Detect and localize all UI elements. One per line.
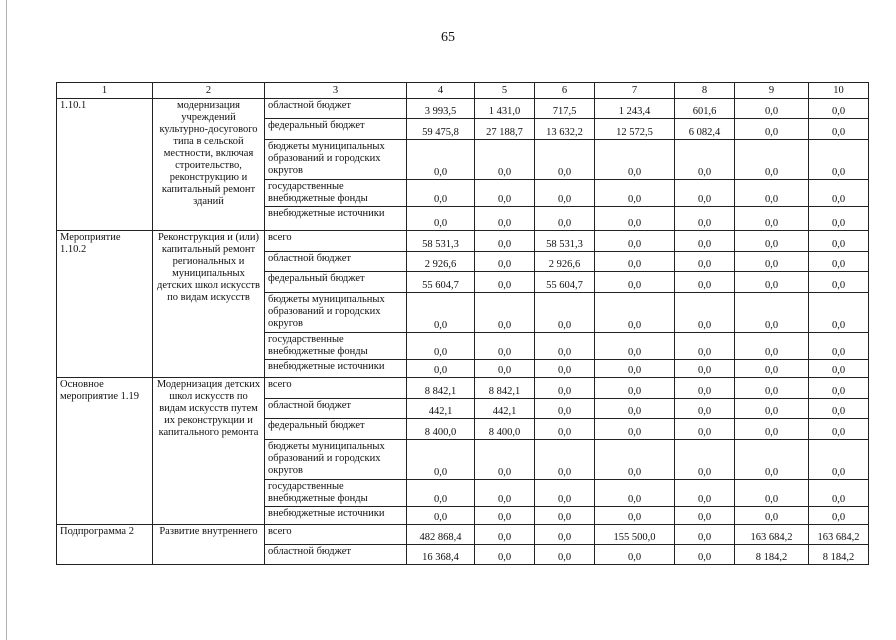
amount-cell: 0,0 bbox=[595, 231, 675, 252]
amount-cell: 0,0 bbox=[735, 293, 809, 333]
funding-source-cell: государственные внебюджетные фонды bbox=[265, 480, 407, 507]
table-row bbox=[57, 525, 869, 545]
amount-cell: 0,0 bbox=[535, 545, 595, 565]
funding-source-cell: внебюджетные источники bbox=[265, 207, 407, 231]
amount-cell: 0,0 bbox=[475, 252, 535, 272]
amount-cell: 8 184,2 bbox=[809, 545, 869, 565]
amount-cell: 0,0 bbox=[675, 231, 735, 252]
amount-cell: 0,0 bbox=[809, 252, 869, 272]
measure-code-cell: Основное мероприятие 1.19 bbox=[57, 378, 153, 525]
amount-cell: 2 926,6 bbox=[407, 252, 475, 272]
amount-cell: 8 400,0 bbox=[475, 419, 535, 440]
amount-cell: 12 572,5 bbox=[595, 119, 675, 140]
amount-cell: 0,0 bbox=[475, 272, 535, 293]
amount-cell: 0,0 bbox=[407, 480, 475, 507]
amount-cell: 0,0 bbox=[809, 293, 869, 333]
amount-cell: 0,0 bbox=[535, 360, 595, 378]
amount-cell: 0,0 bbox=[675, 507, 735, 525]
amount-cell: 0,0 bbox=[735, 231, 809, 252]
funding-source-cell: государственные внебюджетные фонды bbox=[265, 180, 407, 207]
amount-cell: 0,0 bbox=[809, 399, 869, 419]
amount-cell: 0,0 bbox=[735, 252, 809, 272]
amount-cell: 2 926,6 bbox=[535, 252, 595, 272]
amount-cell: 55 604,7 bbox=[535, 272, 595, 293]
amount-cell: 482 868,4 bbox=[407, 525, 475, 545]
header-row bbox=[57, 83, 869, 99]
amount-cell: 58 531,3 bbox=[535, 231, 595, 252]
amount-cell: 0,0 bbox=[675, 333, 735, 360]
amount-cell: 0,0 bbox=[675, 419, 735, 440]
header-cell: 6 bbox=[535, 83, 595, 99]
amount-cell: 0,0 bbox=[475, 293, 535, 333]
amount-cell: 0,0 bbox=[475, 180, 535, 207]
amount-cell: 0,0 bbox=[675, 207, 735, 231]
amount-cell: 0,0 bbox=[535, 440, 595, 480]
amount-cell: 0,0 bbox=[475, 440, 535, 480]
amount-cell: 0,0 bbox=[675, 360, 735, 378]
funding-source-cell: внебюджетные источники bbox=[265, 507, 407, 525]
header-cell: 10 bbox=[809, 83, 869, 99]
amount-cell: 0,0 bbox=[809, 272, 869, 293]
amount-cell: 0,0 bbox=[735, 378, 809, 399]
amount-cell: 0,0 bbox=[595, 545, 675, 565]
amount-cell: 0,0 bbox=[535, 525, 595, 545]
amount-cell: 0,0 bbox=[595, 360, 675, 378]
amount-cell: 16 368,4 bbox=[407, 545, 475, 565]
amount-cell: 1 243,4 bbox=[595, 99, 675, 119]
amount-cell: 0,0 bbox=[407, 333, 475, 360]
amount-cell: 0,0 bbox=[407, 507, 475, 525]
amount-cell: 0,0 bbox=[809, 207, 869, 231]
amount-cell: 0,0 bbox=[475, 207, 535, 231]
amount-cell: 0,0 bbox=[735, 272, 809, 293]
amount-cell: 0,0 bbox=[735, 480, 809, 507]
amount-cell: 0,0 bbox=[595, 399, 675, 419]
amount-cell: 0,0 bbox=[595, 440, 675, 480]
table-row bbox=[57, 231, 869, 252]
measure-name-cell: Развитие внутреннего bbox=[153, 525, 265, 565]
amount-cell: 0,0 bbox=[809, 360, 869, 378]
amount-cell: 0,0 bbox=[535, 333, 595, 360]
amount-cell: 0,0 bbox=[675, 252, 735, 272]
amount-cell: 442,1 bbox=[475, 399, 535, 419]
amount-cell: 0,0 bbox=[735, 360, 809, 378]
amount-cell: 0,0 bbox=[595, 252, 675, 272]
amount-cell: 0,0 bbox=[475, 333, 535, 360]
amount-cell: 0,0 bbox=[735, 140, 809, 180]
amount-cell: 0,0 bbox=[735, 180, 809, 207]
amount-cell: 0,0 bbox=[535, 207, 595, 231]
amount-cell: 0,0 bbox=[535, 140, 595, 180]
header-cell: 7 bbox=[595, 83, 675, 99]
amount-cell: 0,0 bbox=[595, 207, 675, 231]
amount-cell: 0,0 bbox=[407, 207, 475, 231]
amount-cell: 0,0 bbox=[535, 480, 595, 507]
measure-code-cell: Подпрограмма 2 bbox=[57, 525, 153, 565]
measure-name-cell: Реконструкция и (или) капитальный ремонт региональных и муниципальных детских школ искусств по видам искусств bbox=[153, 231, 265, 378]
amount-cell: 0,0 bbox=[735, 119, 809, 140]
amount-cell: 0,0 bbox=[809, 507, 869, 525]
amount-cell: 0,0 bbox=[407, 440, 475, 480]
amount-cell: 0,0 bbox=[809, 440, 869, 480]
page-number: 65 bbox=[441, 30, 455, 45]
amount-cell: 0,0 bbox=[809, 378, 869, 399]
header-cell: 2 bbox=[153, 83, 265, 99]
header-cell: 5 bbox=[475, 83, 535, 99]
amount-cell: 163 684,2 bbox=[809, 525, 869, 545]
amount-cell: 0,0 bbox=[475, 525, 535, 545]
funding-source-cell: всего bbox=[265, 525, 407, 545]
amount-cell: 0,0 bbox=[595, 180, 675, 207]
table-row bbox=[57, 99, 869, 119]
measure-name-cell: модернизация учреждений культурно-досугового типа в сельской местности, включая строительство, реконструкцию и капитальный ремонт зданий bbox=[153, 99, 265, 231]
amount-cell: 0,0 bbox=[407, 293, 475, 333]
amount-cell: 0,0 bbox=[809, 119, 869, 140]
header-cell: 4 bbox=[407, 83, 475, 99]
funding-source-cell: всего bbox=[265, 231, 407, 252]
amount-cell: 0,0 bbox=[475, 231, 535, 252]
amount-cell: 1 431,0 bbox=[475, 99, 535, 119]
funding-source-cell: бюджеты муниципальных образований и городских округов bbox=[265, 440, 407, 480]
table-row bbox=[57, 378, 869, 399]
amount-cell: 0,0 bbox=[407, 360, 475, 378]
amount-cell: 0,0 bbox=[535, 293, 595, 333]
amount-cell: 55 604,7 bbox=[407, 272, 475, 293]
header-cell: 9 bbox=[735, 83, 809, 99]
funding-source-cell: федеральный бюджет bbox=[265, 119, 407, 140]
funding-source-cell: областной бюджет bbox=[265, 99, 407, 119]
amount-cell: 0,0 bbox=[675, 525, 735, 545]
amount-cell: 0,0 bbox=[595, 378, 675, 399]
amount-cell: 0,0 bbox=[735, 399, 809, 419]
amount-cell: 13 632,2 bbox=[535, 119, 595, 140]
amount-cell: 0,0 bbox=[407, 180, 475, 207]
page-edge-line bbox=[6, 0, 7, 640]
amount-cell: 0,0 bbox=[735, 419, 809, 440]
amount-cell: 0,0 bbox=[595, 507, 675, 525]
amount-cell: 27 188,7 bbox=[475, 119, 535, 140]
budget-table bbox=[56, 82, 869, 565]
amount-cell: 0,0 bbox=[735, 207, 809, 231]
amount-cell: 0,0 bbox=[535, 419, 595, 440]
amount-cell: 0,0 bbox=[407, 140, 475, 180]
amount-cell: 0,0 bbox=[735, 440, 809, 480]
funding-source-cell: внебюджетные источники bbox=[265, 360, 407, 378]
amount-cell: 0,0 bbox=[535, 180, 595, 207]
amount-cell: 0,0 bbox=[535, 507, 595, 525]
amount-cell: 0,0 bbox=[735, 333, 809, 360]
amount-cell: 0,0 bbox=[809, 99, 869, 119]
header-cell: 8 bbox=[675, 83, 735, 99]
amount-cell: 0,0 bbox=[595, 293, 675, 333]
amount-cell: 601,6 bbox=[675, 99, 735, 119]
amount-cell: 0,0 bbox=[535, 378, 595, 399]
amount-cell: 8 184,2 bbox=[735, 545, 809, 565]
measure-name-cell: Модернизация детских школ искусств по видам искусств путем их реконструкции и капитального ремонта bbox=[153, 378, 265, 525]
amount-cell: 0,0 bbox=[809, 180, 869, 207]
amount-cell: 0,0 bbox=[809, 419, 869, 440]
funding-source-cell: всего bbox=[265, 378, 407, 399]
amount-cell: 0,0 bbox=[809, 231, 869, 252]
amount-cell: 0,0 bbox=[675, 440, 735, 480]
amount-cell: 163 684,2 bbox=[735, 525, 809, 545]
header-cell: 1 bbox=[57, 83, 153, 99]
amount-cell: 3 993,5 bbox=[407, 99, 475, 119]
header-cell: 3 bbox=[265, 83, 407, 99]
funding-source-cell: областной бюджет bbox=[265, 399, 407, 419]
measure-code-cell: 1.10.1 bbox=[57, 99, 153, 231]
budget-table-body bbox=[57, 83, 869, 565]
amount-cell: 0,0 bbox=[595, 480, 675, 507]
amount-cell: 717,5 bbox=[535, 99, 595, 119]
amount-cell: 0,0 bbox=[675, 180, 735, 207]
amount-cell: 442,1 bbox=[407, 399, 475, 419]
amount-cell: 0,0 bbox=[475, 360, 535, 378]
funding-source-cell: областной бюджет bbox=[265, 252, 407, 272]
amount-cell: 8 400,0 bbox=[407, 419, 475, 440]
funding-source-cell: областной бюджет bbox=[265, 545, 407, 565]
amount-cell: 6 082,4 bbox=[675, 119, 735, 140]
amount-cell: 0,0 bbox=[475, 480, 535, 507]
amount-cell: 155 500,0 bbox=[595, 525, 675, 545]
funding-source-cell: бюджеты муниципальных образований и городских округов bbox=[265, 140, 407, 180]
amount-cell: 0,0 bbox=[735, 99, 809, 119]
amount-cell: 0,0 bbox=[675, 272, 735, 293]
amount-cell: 0,0 bbox=[809, 140, 869, 180]
amount-cell: 0,0 bbox=[475, 140, 535, 180]
amount-cell: 0,0 bbox=[475, 507, 535, 525]
amount-cell: 8 842,1 bbox=[475, 378, 535, 399]
amount-cell: 0,0 bbox=[735, 507, 809, 525]
measure-code-cell: Мероприятие 1.10.2 bbox=[57, 231, 153, 378]
amount-cell: 0,0 bbox=[675, 378, 735, 399]
amount-cell: 0,0 bbox=[675, 140, 735, 180]
amount-cell: 0,0 bbox=[535, 399, 595, 419]
amount-cell: 0,0 bbox=[475, 545, 535, 565]
amount-cell: 0,0 bbox=[595, 333, 675, 360]
amount-cell: 0,0 bbox=[595, 419, 675, 440]
amount-cell: 0,0 bbox=[809, 480, 869, 507]
funding-source-cell: федеральный бюджет bbox=[265, 272, 407, 293]
amount-cell: 0,0 bbox=[675, 399, 735, 419]
amount-cell: 59 475,8 bbox=[407, 119, 475, 140]
amount-cell: 0,0 bbox=[595, 140, 675, 180]
amount-cell: 0,0 bbox=[595, 272, 675, 293]
funding-source-cell: федеральный бюджет bbox=[265, 419, 407, 440]
amount-cell: 0,0 bbox=[809, 333, 869, 360]
amount-cell: 0,0 bbox=[675, 545, 735, 565]
amount-cell: 0,0 bbox=[675, 293, 735, 333]
funding-source-cell: государственные внебюджетные фонды bbox=[265, 333, 407, 360]
funding-source-cell: бюджеты муниципальных образований и городских округов bbox=[265, 293, 407, 333]
amount-cell: 8 842,1 bbox=[407, 378, 475, 399]
amount-cell: 0,0 bbox=[675, 480, 735, 507]
amount-cell: 58 531,3 bbox=[407, 231, 475, 252]
